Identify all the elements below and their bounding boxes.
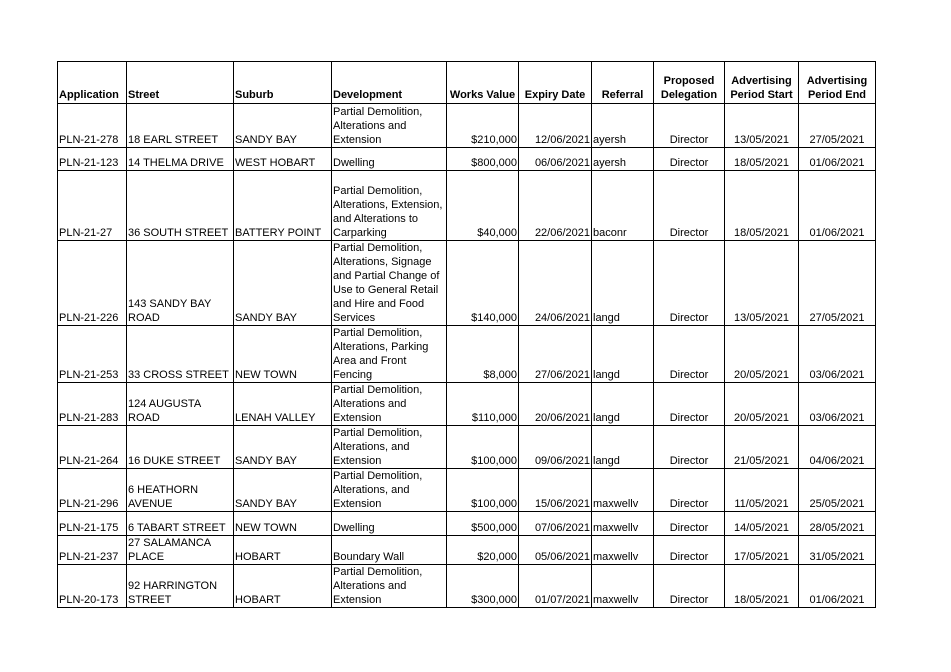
cell-delegation: Director [654,426,725,469]
cell-development: Partial Demolition, Alterations and Extension [332,104,447,148]
cell-application: PLN-21-253 [58,326,127,383]
table-row [58,536,876,565]
table-row [58,512,876,536]
header-expiry-date: Expiry Date [519,62,592,104]
cell-works-value: $100,000 [447,426,519,469]
cell-advertising-start: 21/05/2021 [725,426,799,469]
cell-application: PLN-21-237 [58,536,127,565]
cell-advertising-end: 28/05/2021 [799,512,876,536]
header-advertising-end: Advertising Period End [799,62,876,104]
cell-suburb: NEW TOWN [234,512,332,536]
cell-works-value: $210,000 [447,104,519,148]
cell-works-value: $300,000 [447,565,519,608]
cell-application: PLN-21-27 [58,171,127,241]
cell-advertising-start: 17/05/2021 [725,536,799,565]
cell-delegation: Director [654,241,725,326]
cell-development: Boundary Wall [332,536,447,565]
cell-advertising-end: 03/06/2021 [799,326,876,383]
cell-works-value: $110,000 [447,383,519,426]
cell-street: 14 THELMA DRIVE [127,148,234,171]
cell-expiry-date: 27/06/2021 [519,326,592,383]
cell-development: Dwelling [332,512,447,536]
cell-works-value: $800,000 [447,148,519,171]
cell-advertising-start: 20/05/2021 [725,383,799,426]
cell-advertising-start: 11/05/2021 [725,469,799,512]
cell-expiry-date: 22/06/2021 [519,171,592,241]
cell-expiry-date: 15/06/2021 [519,469,592,512]
cell-street: 124 AUGUSTA ROAD [127,383,234,426]
cell-delegation: Director [654,512,725,536]
table-row [58,148,876,171]
cell-development: Partial Demolition, Alterations, and Extension [332,469,447,512]
cell-expiry-date: 12/06/2021 [519,104,592,148]
header-referral: Referral [592,62,654,104]
cell-works-value: $500,000 [447,512,519,536]
cell-advertising-end: 01/06/2021 [799,148,876,171]
cell-application: PLN-21-226 [58,241,127,326]
cell-development: Partial Demolition, Alterations, Signage and Partial Change of Use to General Retail and Hire and Food Services [332,241,447,326]
cell-development: Partial Demolition, Alterations, and Extension [332,426,447,469]
cell-works-value: $140,000 [447,241,519,326]
cell-street: 18 EARL STREET [127,104,234,148]
cell-expiry-date: 05/06/2021 [519,536,592,565]
table-row [58,241,876,326]
cell-suburb: BATTERY POINT [234,171,332,241]
cell-advertising-start: 20/05/2021 [725,326,799,383]
cell-advertising-start: 13/05/2021 [725,104,799,148]
cell-suburb: WEST HOBART [234,148,332,171]
cell-advertising-end: 04/06/2021 [799,426,876,469]
cell-development: Dwelling [332,148,447,171]
header-street: Street [127,62,234,104]
cell-delegation: Director [654,469,725,512]
cell-works-value: $40,000 [447,171,519,241]
cell-development: Partial Demolition, Alterations and Extension [332,383,447,426]
header-advertising-start: Advertising Period Start [725,62,799,104]
cell-expiry-date: 07/06/2021 [519,512,592,536]
cell-application: PLN-21-278 [58,104,127,148]
cell-advertising-end: 03/06/2021 [799,383,876,426]
cell-referral: ayersh [592,104,654,148]
table-row [58,326,876,383]
table-row [58,469,876,512]
cell-expiry-date: 09/06/2021 [519,426,592,469]
cell-development: Partial Demolition, Alterations, Extension, and Alterations to Carparking [332,171,447,241]
cell-suburb: SANDY BAY [234,104,332,148]
cell-advertising-start: 13/05/2021 [725,241,799,326]
header-proposed-delegation: Proposed Delegation [654,62,725,104]
cell-street: 92 HARRINGTON STREET [127,565,234,608]
table-row [58,565,876,608]
cell-advertising-start: 14/05/2021 [725,512,799,536]
table-row [58,426,876,469]
cell-delegation: Director [654,565,725,608]
cell-advertising-end: 01/06/2021 [799,565,876,608]
cell-street: 143 SANDY BAY ROAD [127,241,234,326]
cell-advertising-end: 01/06/2021 [799,171,876,241]
cell-application: PLN-21-175 [58,512,127,536]
cell-suburb: LENAH VALLEY [234,383,332,426]
cell-referral: ayersh [592,148,654,171]
header-works-value: Works Value [447,62,519,104]
table-row [58,171,876,241]
cell-delegation: Director [654,171,725,241]
cell-referral: maxwellv [592,565,654,608]
cell-application: PLN-21-264 [58,426,127,469]
cell-suburb: SANDY BAY [234,241,332,326]
cell-works-value: $8,000 [447,326,519,383]
cell-advertising-end: 25/05/2021 [799,469,876,512]
cell-delegation: Director [654,326,725,383]
cell-referral: langd [592,383,654,426]
cell-delegation: Director [654,383,725,426]
cell-referral: maxwellv [592,469,654,512]
cell-development: Partial Demolition, Alterations, Parking Area and Front Fencing [332,326,447,383]
cell-street: 16 DUKE STREET [127,426,234,469]
cell-advertising-start: 18/05/2021 [725,565,799,608]
table-row [58,104,876,148]
cell-works-value: $20,000 [447,536,519,565]
cell-works-value: $100,000 [447,469,519,512]
cell-application: PLN-21-283 [58,383,127,426]
cell-referral: langd [592,326,654,383]
cell-advertising-end: 27/05/2021 [799,241,876,326]
header-row [58,62,876,104]
cell-referral: langd [592,241,654,326]
cell-expiry-date: 20/06/2021 [519,383,592,426]
table-row [58,383,876,426]
cell-delegation: Director [654,536,725,565]
cell-suburb: HOBART [234,536,332,565]
cell-advertising-end: 27/05/2021 [799,104,876,148]
cell-expiry-date: 24/06/2021 [519,241,592,326]
cell-suburb: HOBART [234,565,332,608]
cell-advertising-start: 18/05/2021 [725,148,799,171]
cell-application: PLN-20-173 [58,565,127,608]
applications-table [57,61,876,608]
header-suburb: Suburb [234,62,332,104]
cell-suburb: SANDY BAY [234,469,332,512]
table-body [58,104,876,608]
cell-expiry-date: 06/06/2021 [519,148,592,171]
header-development: Development [332,62,447,104]
cell-suburb: NEW TOWN [234,326,332,383]
cell-street: 6 TABART STREET [127,512,234,536]
cell-advertising-end: 31/05/2021 [799,536,876,565]
cell-advertising-start: 18/05/2021 [725,171,799,241]
cell-development: Partial Demolition, Alterations and Extension [332,565,447,608]
cell-expiry-date: 01/07/2021 [519,565,592,608]
cell-street: 33 CROSS STREET [127,326,234,383]
cell-delegation: Director [654,148,725,171]
cell-street: 6 HEATHORN AVENUE [127,469,234,512]
cell-street: 36 SOUTH STREET [127,171,234,241]
cell-referral: maxwellv [592,536,654,565]
cell-referral: maxwellv [592,512,654,536]
cell-application: PLN-21-296 [58,469,127,512]
cell-referral: langd [592,426,654,469]
cell-delegation: Director [654,104,725,148]
cell-suburb: SANDY BAY [234,426,332,469]
cell-application: PLN-21-123 [58,148,127,171]
header-application: Application [58,62,127,104]
cell-street: 27 SALAMANCA PLACE [127,536,234,565]
cell-referral: baconr [592,171,654,241]
